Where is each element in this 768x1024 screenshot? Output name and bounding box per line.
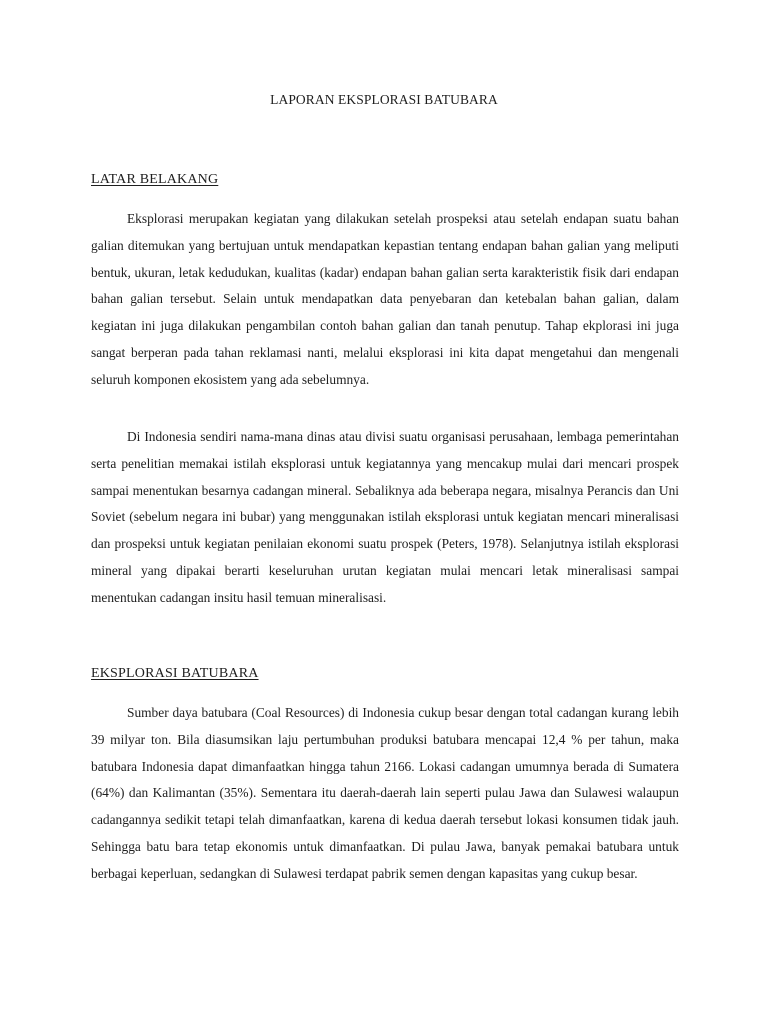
section-heading-eksplorasi-batubara: EKSPLORASI BATUBARA [91,666,259,681]
paragraph: Sumber daya batubara (Coal Resources) di Indonesia cukup besar dengan total cadangan kurang lebih 39 milyar ton. Bila diasumsikan laju pertumbuhan produksi batubara mencapai 12,4 % per tahun, maka batubara Indonesia dapat dimanfaatkan hingga tahun 2166. Lokasi cadangan umumnya berada di Sumatera (64%) dan Kalimantan (35%). Sementara itu daerah-daerah lain seperti pulau Jawa dan Sulawesi walaupun cadangannya sedikit tetapi telah dimanfaatkan, karena di kedua daerah tersebut lokasi konsumen tidak jauh. Sehingga batu bara tetap ekonomis untuk dimanfaatkan. Di pulau Jawa, banyak pemakai batubara untuk berbagai keperluan, sedangkan di Sulawesi terdapat pabrik semen dengan kapasitas yang cukup besar. [91,705,679,881]
section-heading-latar-belakang: LATAR BELAKANG [91,172,219,187]
paragraph: Di Indonesia sendiri nama-mana dinas atau divisi suatu organisasi perusahaan, lembaga pemerintahan serta penelitian memakai istilah eksplorasi untuk kegiatannya yang mencakup mulai dari mencari prospek sampai menentukan besarnya cadangan mineral. Sebaliknya ada beberapa negara, misalnya Perancis dan Uni Soviet (sebelum negara ini bubar) yang menggunakan istilah eksplorasi untuk kegiatan mencari mineralisasi dan prospeksi untuk kegiatan penilaian ekonomi suatu prospek (Peters, 1978). Selanjutnya istilah eksplorasi mineral yang dipakai berarti keseluruhan urutan kegiatan mulai mencari letak mineralisasi sampai menentukan cadangan insitu hasil temuan mineralisasi. [91,429,679,605]
document-title: LAPORAN EKSPLORASI BATUBARA [270,92,498,107]
paragraph: Eksplorasi merupakan kegiatan yang dilakukan setelah prospeksi atau setelah endapan suatu bahan galian ditemukan yang bertujuan untuk mendapatkan kepastian tentang endapan bahan galian yang meliputi bentuk, ukuran, letak kedudukan, kualitas (kadar) endapan bahan galian serta karakteristik fisik dari endapan bahan galian tersebut. Selain untuk mendapatkan data penyebaran dan ketebalan bahan galian, dalam kegiatan ini juga dilakukan pengambilan contoh bahan galian dan tanah penutup. Tahap ekplorasi ini juga sangat berperan pada tahan reklamasi nanti, melalui eksplorasi ini kita dapat mengetahui dan mengenali seluruh komponen ekosistem yang ada sebelumnya. [91,211,679,387]
